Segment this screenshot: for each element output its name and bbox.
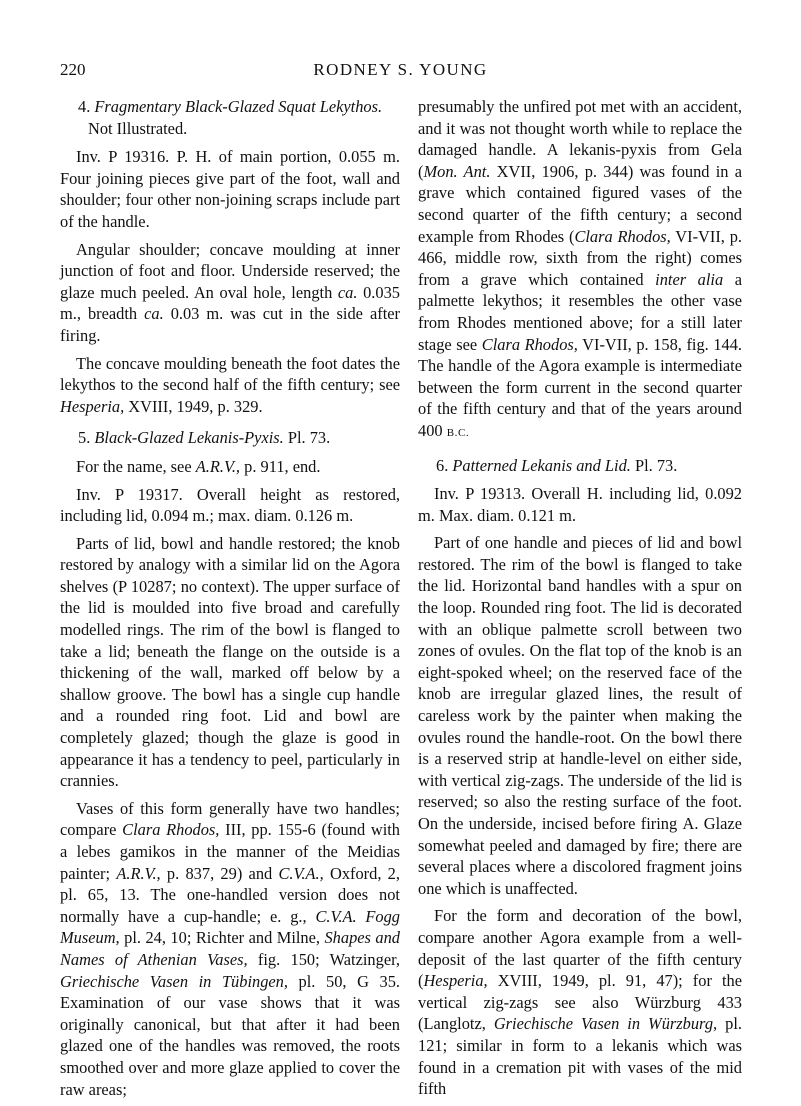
entry-4-heading bbox=[60, 96, 400, 139]
entry-5-description: Parts of lid, bowl and handle restored; the knob restored by analogy with a similar lid on the Agora shelves (P 10287; no context). The upper surface of the lid is moulded into five broad and carefully modelled rings. The rim of the bowl is flanged to take a lid; beneath the flange on the outside is a thickening of the wall, marked off below by a shallow groove. The bowl has a single cup handle and a rounded ring foot. Lid and bowl are completely glazed; though the glaze is good in appearance it has a tendency to peel, particularly in crannies. bbox=[60, 533, 400, 791]
entry-5-inventory: Inv. P 19317. Overall height as restored, including lid, 0.094 m.; max. diam. 0.126 m. bbox=[60, 484, 400, 526]
entry-5-discussion: Vases of this form generally have two handles; compare Clara Rhodos, III, pp. 155-6 (found with a lebes gamikos in the manner of the Meidias painter; A.R.V., p. 837, 29) and C.V.A., Oxford, 2, pl. 65, 13. The one-handled version does not normally have a cup-handle; e. g., C.V.A. Fogg Museum, pl. 24, 10; Richter and Milne, Shapes and Names of Athenian Vases, fig. 150; Watzinger, Griechische Vasen in Tübingen, pl. 50, G 35. Examination of our vase shows that it was originally canonical, but that after it had been glazed one of the handles was removed, the roots smoothed over and more glaze applied to cover the raw areas; bbox=[60, 798, 401, 1099]
entry-5-heading bbox=[60, 427, 400, 449]
entry-6-description: Part of one handle and pieces of lid and bowl restored. The rim of the bowl is flanged to take the lid. Horizontal band handles with a spur on the loop. Rounded ring foot. The lid is decorated with an oblique palmette scroll between two zones of ovules. On the flat top of the knob is an eight-spoked wheel; on the reserved face of the knob are irregular glazed lines, the result of careless work by the painter when making the ovules round the handle-root. On the bowl there is a reserved strip at handle-level on either side, with vertical zig-zags. The underside of the lid is reserved; so also the resting surface of the foot. On the underside, incised before firing Α. Glaze somewhat peeled and damaged by fire; there are several places where a discolored fragment joins one which is unaffected. bbox=[418, 533, 742, 898]
running-title: RODNEY S. YOUNG bbox=[313, 60, 488, 79]
entry-5-plate: Pl. 73. bbox=[283, 428, 331, 448]
entry-4-title: Fragmentary Black-Glazed Squat Lekythos. bbox=[94, 97, 383, 116]
entry-4-inventory: Inv. P 19316. P. H. of main portion, 0.055 m. Four joining pieces give part of the foot, wall and shoulder; four other non-joining scraps include part of the handle. bbox=[60, 147, 400, 231]
entry-4-subtitle: Not Illustrated. bbox=[88, 118, 188, 138]
entry-6-comparanda: For the form and decoration of the bowl, compare another Agora example from a well-deposit of the last quarter of the fifth century (Hesperia, XVIII, 1949, pl. 91, 47); for the vertical zig-zags see also Würzburg 433 (Langlotz, Griechische Vasen in Würzburg, pl. 121; similar in form to a lekanis which was found in a cremation pit with vases of the mid fifth bbox=[418, 906, 742, 1099]
entry-4-dating: The concave moulding beneath the foot dates the lekythos to the second half of the fifth century; see Hesperia, XVIII, 1949, p. 329. bbox=[60, 353, 400, 416]
entry-6-heading bbox=[418, 455, 742, 477]
entry-6-title: Patterned Lekanis and Lid. bbox=[452, 455, 631, 475]
right-column bbox=[418, 96, 742, 1106]
entry-6-plate: Pl. 73. bbox=[630, 455, 678, 475]
entry-5-title: Black-Glazed Lekanis-Pyxis. bbox=[94, 428, 284, 448]
left-column bbox=[60, 96, 400, 1106]
entry-6-inventory: Inv. P 19313. Overall H. including lid, 0.092 m. Max. diam. 0.121 m. bbox=[418, 484, 742, 525]
entry-5-number: 5. bbox=[78, 428, 91, 448]
entry-4-description: Angular shoulder; concave moulding at inner junction of foot and floor. Underside reserved; the glaze much peeled. An oval hole, length ca. 0.035 m., breadth ca. 0.03 m. was cut in the side after firing. bbox=[60, 239, 400, 345]
page-number: 220 bbox=[60, 60, 86, 79]
entry-5-name-note: For the name, see A.R.V., p. 911, end. bbox=[76, 456, 321, 476]
entry-5-discussion-continued: presumably the unfired pot met with an accident, and it was not thought worth while to replace the damaged handle. A lekanis-pyxis from Gela (Mon. Ant. XVII, 1906, p. 344) was found in a grave which contained figured vases of the second quarter of the fifth century; a second example from Rhodes (Clara Rhodos, VI-VII, p. 466, middle row, sixth from the right) comes from a grave which contained inter alia a palmette lekythos; it resembles the other vase from Rhodes mentioned above; for a still later stage see Clara Rhodos, VI-VII, p. 158, fig. 144. The handle of the Agora example is intermediate between the form current in the second quarter of the fifth century and that of the years around 400 B.C. bbox=[418, 97, 743, 440]
entry-4-number: 4. bbox=[78, 97, 91, 116]
entry-6-number: 6. bbox=[436, 455, 449, 475]
